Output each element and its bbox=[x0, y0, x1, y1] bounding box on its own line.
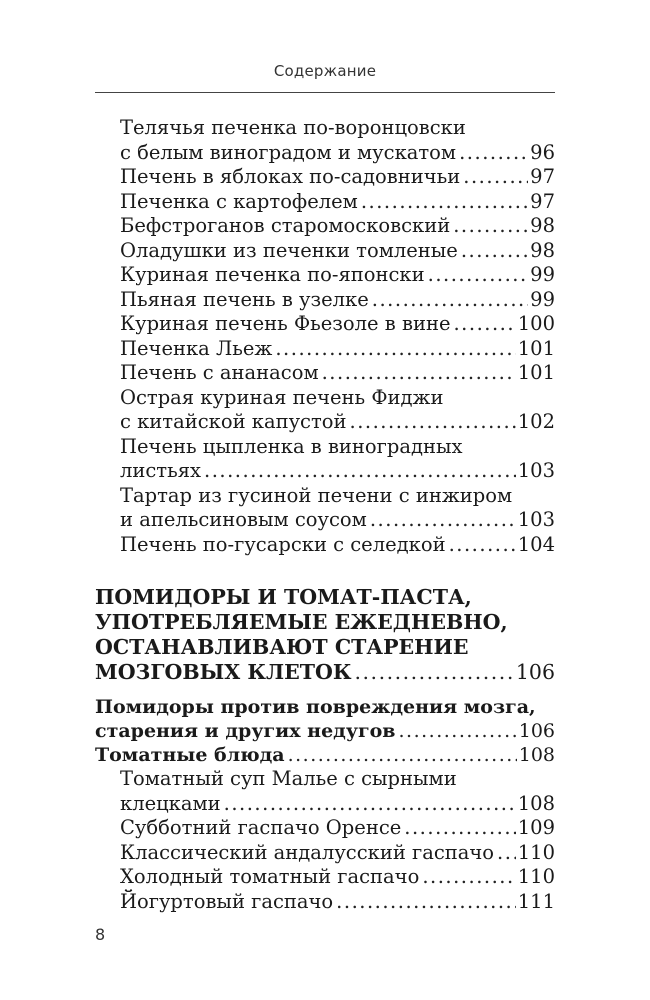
toc-entry-line bbox=[95, 865, 555, 890]
toc-page-number: 100 bbox=[517, 312, 555, 335]
dot-leader bbox=[355, 660, 514, 685]
section-title: старения и других недугов bbox=[95, 720, 396, 742]
toc-entry-line bbox=[95, 361, 555, 386]
table-of-contents bbox=[95, 116, 555, 914]
toc-chapter-heading[interactable] bbox=[95, 585, 555, 685]
dot-leader bbox=[361, 190, 528, 215]
toc-entry-title: Бефстроганов старомосковский bbox=[120, 214, 451, 237]
toc-entry-line bbox=[95, 116, 555, 141]
section-line bbox=[95, 695, 555, 719]
section-line bbox=[95, 743, 555, 767]
dot-leader bbox=[459, 141, 528, 166]
toc-entry[interactable] bbox=[95, 865, 555, 890]
toc-page-number: 109 bbox=[517, 816, 555, 839]
chapter-line bbox=[95, 660, 555, 685]
toc-page-number: 96 bbox=[530, 140, 555, 164]
toc-entry[interactable] bbox=[95, 337, 555, 362]
toc-entry-line bbox=[95, 890, 555, 915]
toc-entry-title: Куриная печень Фьезоле в вине bbox=[120, 312, 451, 335]
toc-entry-title: с китайской капустой bbox=[120, 410, 347, 433]
toc-entry-line bbox=[95, 312, 555, 337]
toc-page-number: 111 bbox=[517, 889, 555, 913]
dot-leader bbox=[428, 263, 529, 288]
dot-leader bbox=[336, 890, 516, 915]
toc-entry-title: Острая куриная печень Фиджи bbox=[120, 385, 444, 409]
toc-page-number: 97 bbox=[530, 165, 555, 188]
toc-entry-line bbox=[95, 792, 555, 817]
toc-page-number: 102 bbox=[517, 410, 555, 433]
toc-entry[interactable] bbox=[95, 533, 555, 558]
dot-leader bbox=[422, 865, 515, 890]
dot-leader bbox=[370, 508, 516, 533]
toc-entry-line bbox=[95, 239, 555, 264]
chapter-title: УПОТРЕБЛЯЕМЫЕ ЕЖЕДНЕВНО, bbox=[95, 610, 508, 634]
toc-entry-line bbox=[95, 141, 555, 166]
toc-entry-title: Печень с ананасом bbox=[120, 361, 319, 384]
toc-entry[interactable] bbox=[95, 263, 555, 288]
toc-entry-title: Печень цыпленка в виноградных bbox=[120, 434, 463, 458]
toc-entry-title: с белым виноградом и мускатом bbox=[120, 140, 457, 164]
dot-leader bbox=[453, 214, 528, 239]
dot-leader bbox=[453, 312, 515, 337]
header-rule bbox=[95, 92, 555, 93]
toc-entry[interactable] bbox=[95, 239, 555, 264]
toc-entry-title: Томатный суп Малье с сырными bbox=[120, 767, 457, 790]
toc-entry[interactable] bbox=[95, 767, 555, 816]
toc-entry-line bbox=[95, 841, 555, 866]
toc-page-number: 97 bbox=[530, 189, 555, 213]
dot-leader bbox=[288, 743, 517, 767]
toc-page-number: 101 bbox=[517, 336, 555, 360]
toc-entry-line bbox=[95, 288, 555, 313]
toc-page-number: 99 bbox=[530, 263, 555, 286]
chapter-page-number: 106 bbox=[515, 660, 555, 684]
toc-entry-title: Телячья печенка по-воронцовски bbox=[120, 116, 466, 139]
chapter-line bbox=[95, 635, 555, 660]
dot-leader bbox=[350, 410, 516, 435]
toc-entry-line bbox=[95, 767, 555, 792]
toc-entry-title: и апельсиновым соусом bbox=[120, 508, 367, 531]
chapter-line bbox=[95, 585, 555, 610]
toc-page-number: 98 bbox=[530, 238, 555, 262]
dot-leader bbox=[224, 792, 516, 817]
toc-entry-line bbox=[95, 459, 555, 484]
dot-leader bbox=[463, 165, 528, 190]
toc-entry-title: Классический андалусский гаспачо bbox=[120, 840, 495, 864]
toc-entry-line bbox=[95, 263, 555, 288]
dot-leader bbox=[322, 361, 516, 386]
dot-leader bbox=[497, 841, 516, 866]
running-head: Содержание bbox=[273, 62, 377, 80]
section-page-number: 106 bbox=[518, 720, 555, 742]
toc-entry-title: Печень по-гусарски с селедкой bbox=[120, 532, 446, 556]
toc-entry-line bbox=[95, 533, 555, 558]
chapter-title: ОСТАНАВЛИВАЮТ СТАРЕНИЕ bbox=[95, 635, 469, 659]
toc-page-number: 101 bbox=[517, 361, 555, 384]
toc-entry-title: Пьяная печень в узелке bbox=[120, 287, 369, 311]
toc-entry[interactable] bbox=[95, 288, 555, 313]
toc-entry-title: Печенка с картофелем bbox=[120, 189, 358, 213]
page-number: 8 bbox=[95, 925, 106, 944]
toc-entry-line bbox=[95, 484, 555, 509]
dot-leader bbox=[404, 816, 515, 841]
chapter-title: МОЗГОВЫХ КЛЕТОК bbox=[95, 660, 352, 684]
toc-entry[interactable] bbox=[95, 841, 555, 866]
dot-leader bbox=[461, 239, 528, 264]
toc-entry-line bbox=[95, 435, 555, 460]
toc-section[interactable] bbox=[95, 743, 555, 767]
dot-leader bbox=[275, 337, 515, 362]
toc-page-number: 103 bbox=[517, 508, 555, 531]
dot-leader bbox=[399, 719, 517, 743]
toc-entry[interactable] bbox=[95, 312, 555, 337]
section-title: Томатные блюда bbox=[95, 744, 285, 766]
toc-entry[interactable] bbox=[95, 386, 555, 435]
toc-entry[interactable] bbox=[95, 484, 555, 533]
toc-entry[interactable] bbox=[95, 435, 555, 484]
toc-entry-title: Субботний гаспачо Оренсе bbox=[120, 816, 402, 839]
toc-entry-line bbox=[95, 190, 555, 215]
toc-page-number: 110 bbox=[517, 840, 555, 864]
toc-entry-line bbox=[95, 386, 555, 411]
dot-leader bbox=[204, 459, 516, 484]
toc-entry[interactable] bbox=[95, 190, 555, 215]
toc-entry[interactable] bbox=[95, 816, 555, 841]
toc-entry[interactable] bbox=[95, 214, 555, 239]
dot-leader bbox=[449, 533, 516, 558]
toc-entry-title: листьях bbox=[120, 459, 202, 482]
toc-section[interactable] bbox=[95, 695, 555, 743]
toc-entry-title: Печенка Льеж bbox=[120, 336, 273, 360]
toc-entry-title: Печень в яблоках по-садовничьи bbox=[120, 165, 461, 188]
toc-page-number: 104 bbox=[517, 532, 555, 556]
toc-entry-title: Йогуртовый гаспачо bbox=[120, 889, 334, 913]
section-title: Помидоры против повреждения мозга, bbox=[95, 696, 536, 718]
toc-entry-title: Тартар из гусиной печени с инжиром bbox=[120, 483, 513, 507]
toc-entry-line bbox=[95, 165, 555, 190]
toc-page-number: 110 bbox=[517, 865, 555, 888]
toc-entry-line bbox=[95, 337, 555, 362]
toc-entry-title: Куриная печенка по-японски bbox=[120, 263, 425, 286]
chapter-title: ПОМИДОРЫ И ТОМАТ-ПАСТА, bbox=[95, 585, 472, 609]
toc-entry-title: Холодный томатный гаспачо bbox=[120, 865, 420, 888]
toc-entry[interactable] bbox=[95, 361, 555, 386]
toc-entry[interactable] bbox=[95, 890, 555, 915]
toc-page-number: 108 bbox=[517, 791, 555, 815]
toc-entry[interactable] bbox=[95, 116, 555, 165]
toc-entry-title: Оладушки из печенки томленые bbox=[120, 238, 458, 262]
section-page-number: 108 bbox=[518, 744, 555, 766]
toc-entry-line bbox=[95, 214, 555, 239]
toc-page-number: 103 bbox=[517, 459, 555, 482]
section-line bbox=[95, 719, 555, 743]
dot-leader bbox=[372, 288, 528, 313]
toc-entry-line bbox=[95, 410, 555, 435]
toc-entry[interactable] bbox=[95, 165, 555, 190]
toc-page-number: 99 bbox=[530, 287, 555, 311]
toc-page-number: 98 bbox=[530, 214, 555, 237]
toc-entry-line bbox=[95, 816, 555, 841]
toc-entry-line bbox=[95, 508, 555, 533]
chapter-line bbox=[95, 610, 555, 635]
toc-entry-title: клецками bbox=[120, 791, 221, 815]
